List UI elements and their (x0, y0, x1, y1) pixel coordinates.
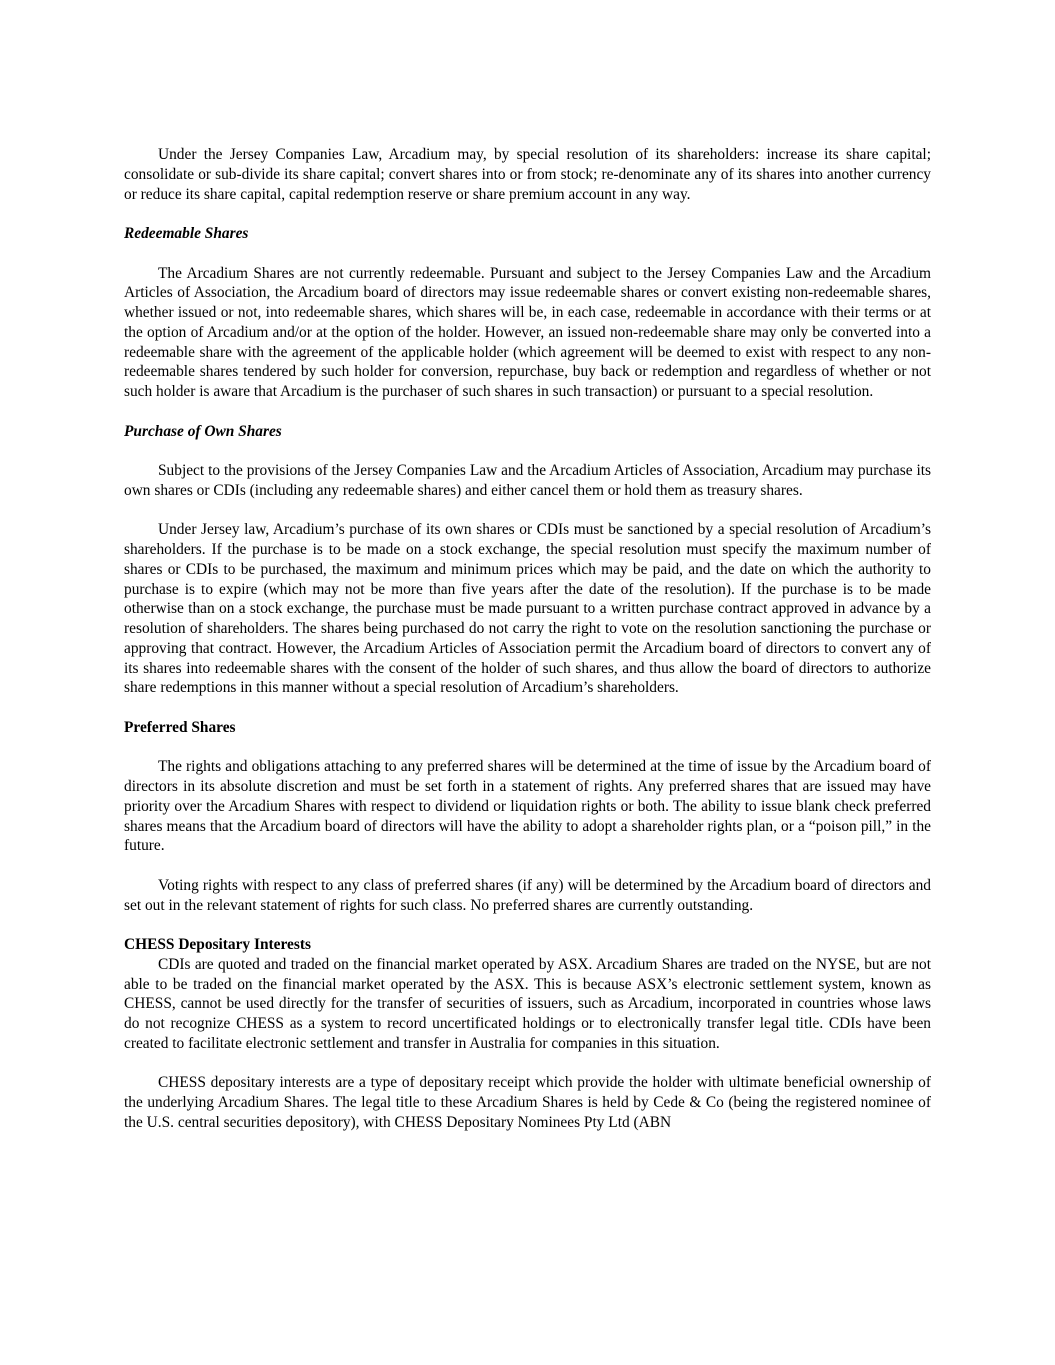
paragraph-share-capital-changes: Under the Jersey Companies Law, Arcadium may, by special resolution of its shareholders: increase its share capital; consolidate or sub-divide its share capital; convert shares into or from stock; re-denominate any of its shares into another currency or reduce its share capital, capital redemption reserve or share premium account in any way. (124, 146, 931, 203)
heading-redeemable-shares: Redeemable Shares (124, 225, 249, 242)
paragraph-jersey-law-purchase: Under Jersey law, Arcadium’s purchase of its own shares or CDIs must be sanctioned by a special resolution of Arcadium’s shareholders. If the purchase is to be made on a stock exchange, the special resolution must specify the maximum number of shares or CDIs to be purchased, the maximum and minimum prices which may be paid, and the date on which the authority to purchase is to expire (which may not be more than five years after the date of the resolution). If the purchase is to be made otherwise than on a stock exchange, the purchase must be made pursuant to a written purchase contract approved in advance by a resolution of shareholders. The shares being purchased do not carry the right to vote on the resolution sanctioning the purchase or approving that contract. However, the Arcadium Articles of Association permit the Arcadium board of directors to convert any of its shares into redeemable shares with the consent of the holder of such shares, and thus allow the board of directors to authorize share redemptions in this manner without a special resolution of Arcadium’s shareholders. (124, 521, 931, 697)
paragraph-preferred-rights: The rights and obligations attaching to any preferred shares will be determined at the time of issue by the Arcadium board of directors in its absolute discretion and must be set forth in a statement of rights. Any preferred shares that are issued may have priority over the Arcadium Shares with respect to dividend or liquidation rights or both. The ability to issue blank check preferred shares means that the Arcadium board of directors will have the ability to adopt a shareholder rights plan, or a “poison pill,” in the future. (124, 758, 931, 855)
heading-preferred-shares: Preferred Shares (124, 718, 236, 736)
document-page (124, 145, 931, 1133)
paragraph-purchase-own-shares: Subject to the provisions of the Jersey Companies Law and the Arcadium Articles of Association, Arcadium may purchase its own shares or CDIs (including any redeemable shares) and either cancel them or hold them as treasury shares. (124, 462, 931, 499)
paragraph-chess-depositary-receipt: CHESS depositary interests are a type of depositary receipt which provide the holder with ultimate beneficial ownership of the underlying Arcadium Shares. The legal title to these Arcadium Shares is held by Cede & Co (being the registered nominee of the U.S. central securities depository), with CHESS Depositary Nominees Pty Ltd (ABN (124, 1074, 931, 1131)
heading-chess-depositary-interests: CHESS Depositary Interests (124, 936, 311, 953)
paragraph-cdi-trading: CDIs are quoted and traded on the financial market operated by ASX. Arcadium Shares are traded on the NYSE, but are not able to be traded on the financial market operated by the ASX. This is because ASX’s electronic settlement system, known as CHESS, cannot be used directly for the transfer of securities of issuers, such as Arcadium, incorporated in countries whose laws do not recognize CHESS as a system to record uncertificated holdings or to electronically transfer legal title. CDIs have been created to facilitate electronic settlement and transfer in Australia for companies in this situation. (124, 955, 931, 1052)
paragraph-preferred-voting: Voting rights with respect to any class of preferred shares (if any) will be determined by the Arcadium board of directors and set out in the relevant statement of rights for such class. No preferred shares are currently outstanding. (124, 876, 931, 914)
paragraph-redeemable-shares: The Arcadium Shares are not currently redeemable. Pursuant and subject to the Jersey Companies Law and the Arcadium Articles of Association, the Arcadium board of directors may issue redeemable shares or convert existing non-redeemable shares, whether issued or not, into redeemable shares, which shares will be, in each case, redeemable in accordance with their terms or at the option of Arcadium and/or at the option of the holder. However, an issued non-redeemable share may only be converted into a redeemable share with the agreement of the applicable holder (which agreement will be deemed to exist with respect to any non-redeemable shares tendered by such holder for conversion, repurchase, buy back or redemption and regardless of whether or not such holder is aware that Arcadium is the purchaser of such shares in such transaction) or pursuant to a special resolution. (124, 264, 931, 400)
heading-purchase-of-own-shares: Purchase of Own Shares (124, 422, 282, 440)
